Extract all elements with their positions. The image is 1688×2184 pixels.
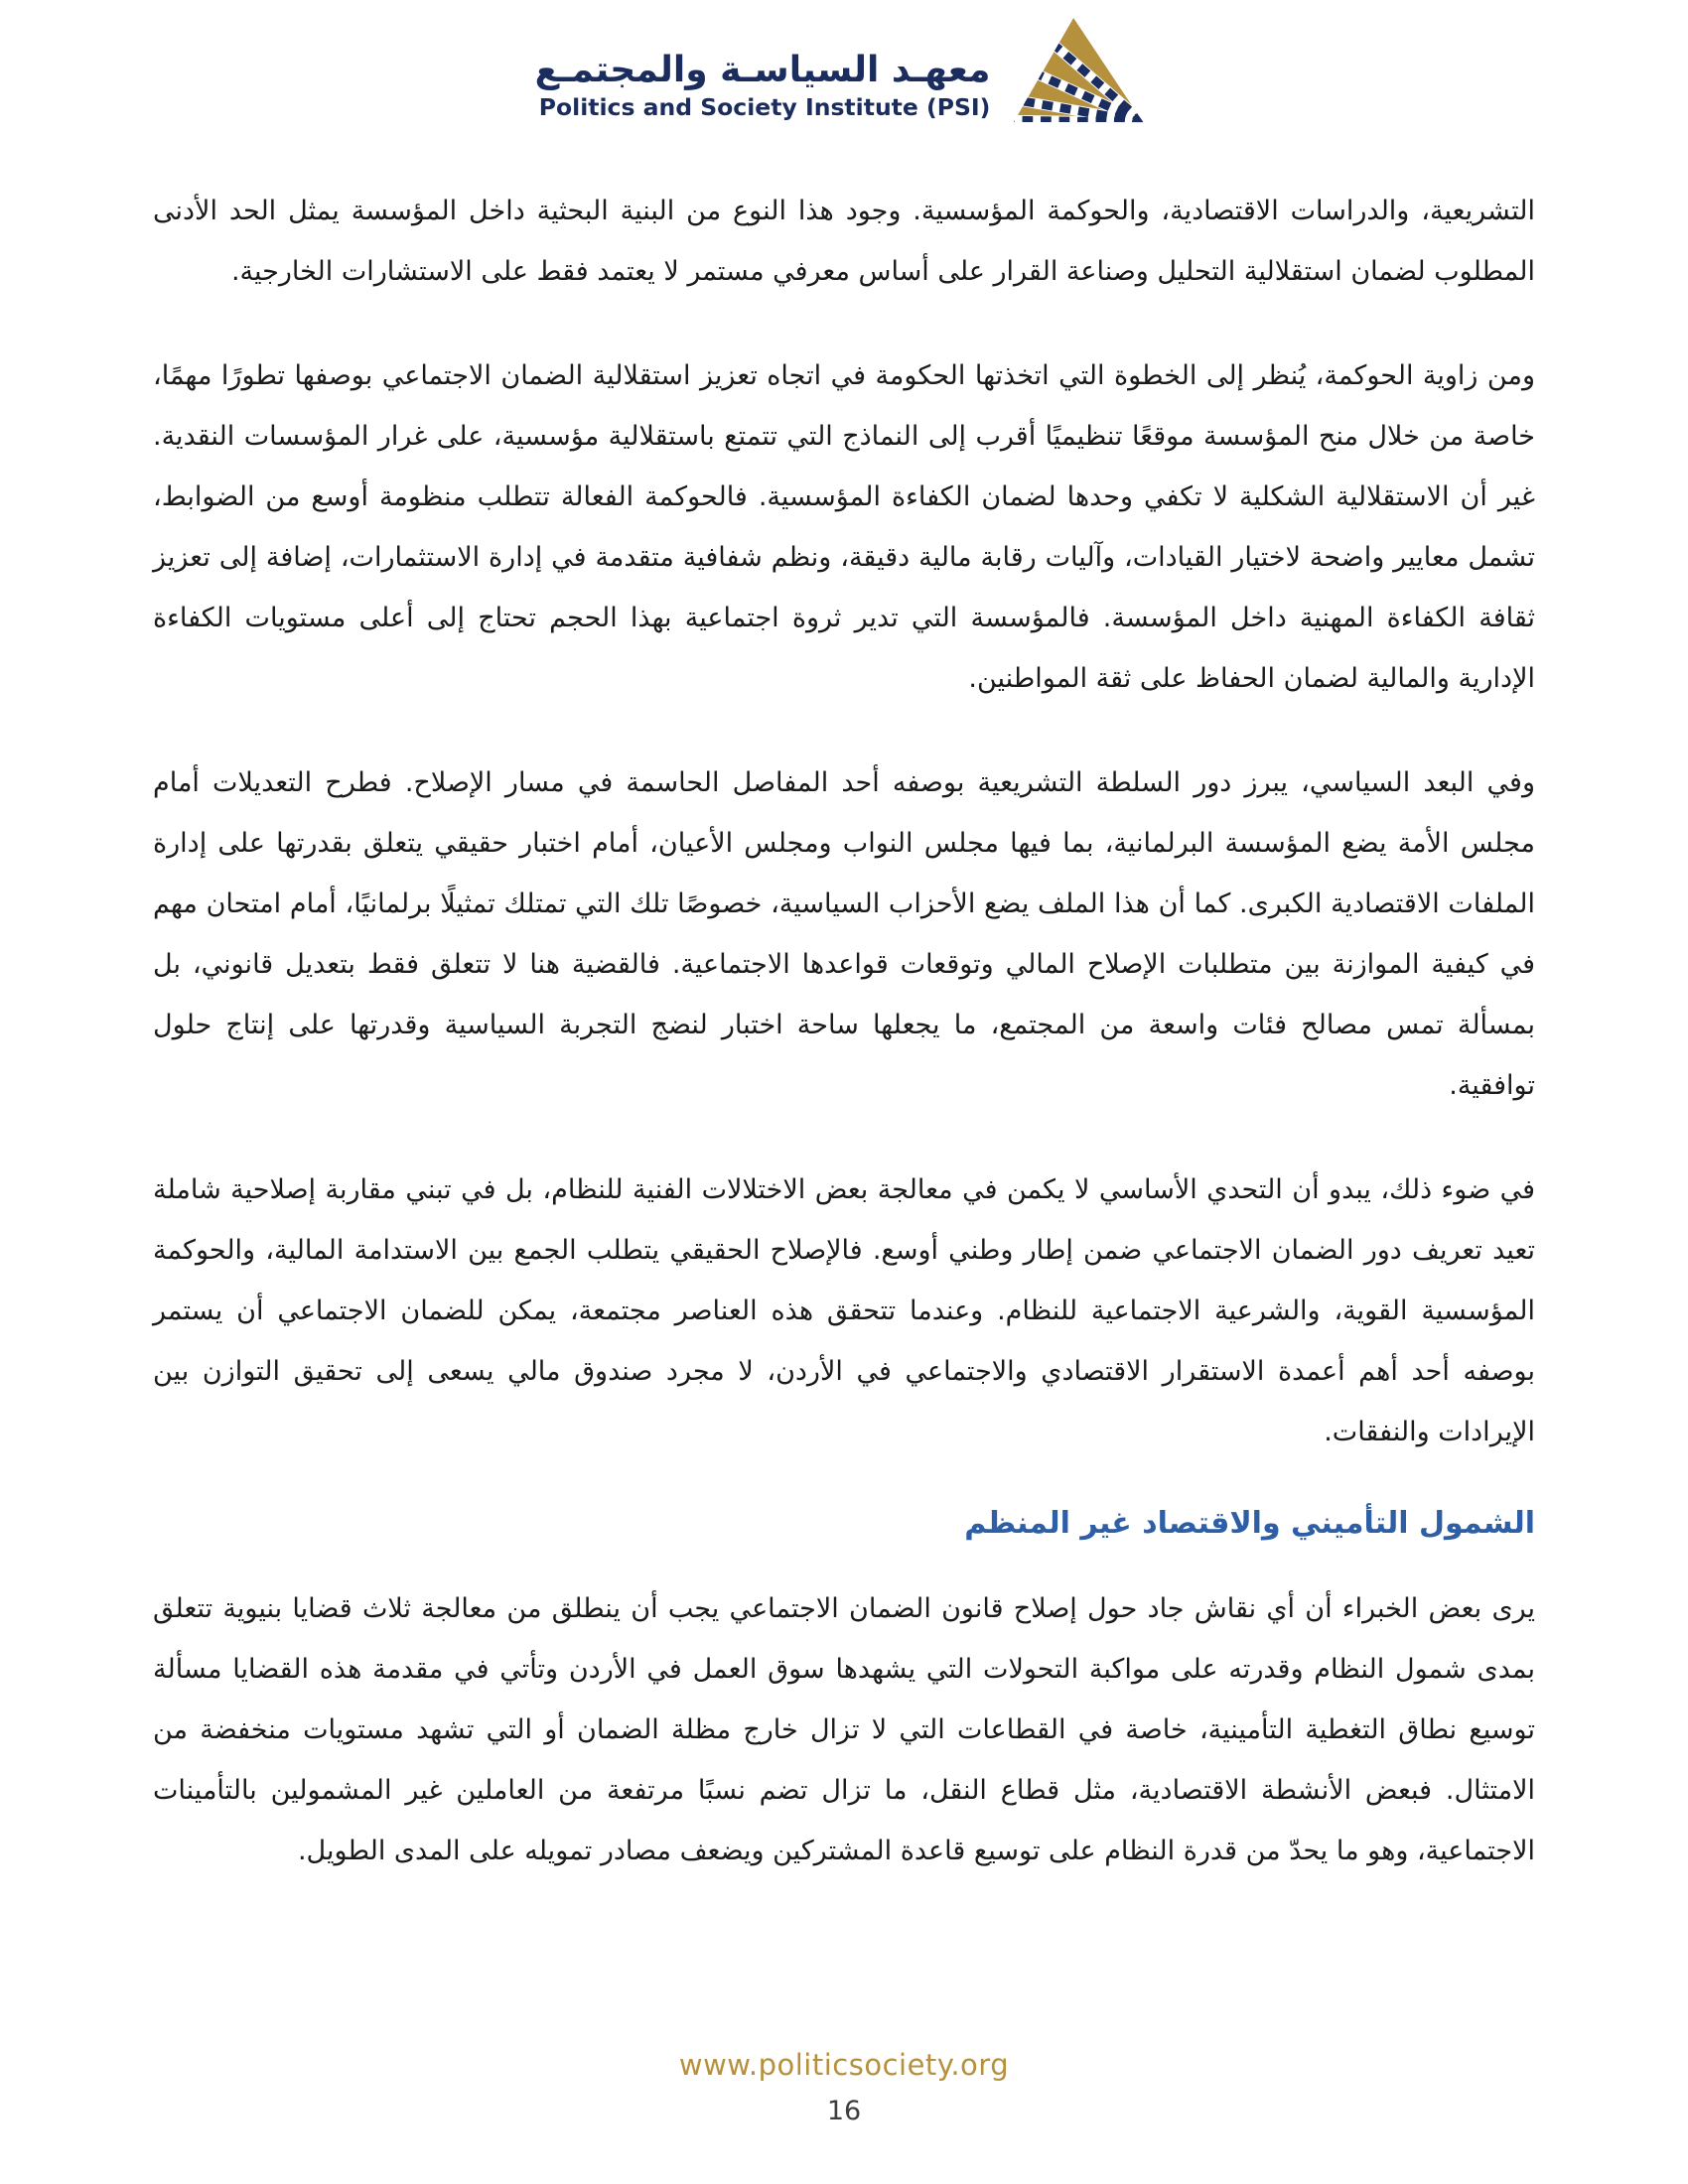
- psi-logo-english-title: Politics and Society Institute (PSI): [538, 93, 991, 122]
- striped-pyramid-icon: [1004, 14, 1153, 129]
- psi-logo-arabic-title: معهـد السياسـة والمجتمـع: [534, 50, 991, 91]
- psi-logo-text: [535, 48, 991, 129]
- document-body: [153, 181, 1535, 1925]
- psi-logo: [535, 14, 1154, 129]
- paragraph: التشريعية، والدراسات الاقتصادية، والحوكمة المؤسسية. وجود هذا النوع من البنية البحثية داخل المؤسسة يمثل الحد الأدنى المطلوب لضمان استقلالية التحليل وصناعة القرار على أساس معرفي مستمر لا يعتمد فقط على الاستشارات الخارجية.: [153, 196, 1535, 287]
- paragraph: في ضوء ذلك، يبدو أن التحدي الأساسي لا يكمن في معالجة بعض الاختلالات الفنية للنظام، بل في تبني مقاربة إصلاحية شاملة تعيد تعريف دور الضمان الاجتماعي ضمن إطار وطني أوسع. فالإصلاح الحقيقي يتطلب الجمع بين الاستدامة المالية، والحوكمة المؤسسية القوية، والشرعية الاجتماعية للنظام. وعندما تتحقق هذه العناصر مجتمعة، يمكن للضمان الاجتماعي أن يستمر بوصفه أحد أهم أعمدة الاستقرار الاقتصادي والاجتماعي في الأردن، لا مجرد صندوق مالي يسعى إلى تحقيق التوازن بين الإيرادات والنفقات.: [153, 1174, 1535, 1447]
- page-footer: [0, 2048, 1688, 2184]
- paragraph: يرى بعض الخبراء أن أي نقاش جاد حول إصلاح قانون الضمان الاجتماعي يجب أن ينطلق من معالجة ثلاث قضايا بنيوية تتعلق بمدى شمول النظام وقدرته على مواكبة التحولات التي يشهدها سوق العمل في الأردن وتأتي في مقدمة هذه القضايا مسألة توسيع نطاق التغطية التأمينية، خاصة في القطاعات التي لا تزال خارج مظلة الضمان أو التي تشهد مستويات منخفضة من الامتثال. فبعض الأنشطة الاقتصادية، مثل قطاع النقل، ما تزال تضم نسبًا مرتفعة من العاملين غير المشمولين بالتأمينات الاجتماعية، وهو ما يحدّ من قدرة النظام على توسيع قاعدة المشتركين ويضعف مصادر تمويله على المدى الطويل.: [153, 1593, 1535, 1866]
- paragraph: وفي البعد السياسي، يبرز دور السلطة التشريعية بوصفه أحد المفاصل الحاسمة في مسار الإصلاح. فطرح التعديلات أمام مجلس الأمة يضع المؤسسة البرلمانية، بما فيها مجلس النواب ومجلس الأعيان، أمام اختبار حقيقي يتعلق بقدرتها على إدارة الملفات الاقتصادية الكبرى. كما أن هذا الملف يضع الأحزاب السياسية، خصوصًا تلك التي تمتلك تمثيلًا برلمانيًا، أمام امتحان مهم في كيفية الموازنة بين متطلبات الإصلاح المالي وتوقعات قواعدها الاجتماعية. فالقضية هنا لا تتعلق فقط بتعديل قانوني، بل بمسألة تمس مصالح فئات واسعة من المجتمع، ما يجعلها ساحة اختبار لنضج التجربة السياسية وقدرتها على إنتاج حلول توافقية.: [153, 767, 1535, 1101]
- section-heading: الشمول التأميني والاقتصاد غير المنظم: [964, 1506, 1535, 1541]
- website-url-link[interactable]: www.politicsociety.org: [678, 2048, 1010, 2082]
- paragraph: ومن زاوية الحوكمة، يُنظر إلى الخطوة التي اتخذتها الحكومة في اتجاه تعزيز استقلالية الضمان الاجتماعي بوصفها تطورًا مهمًا، خاصة من خلال منح المؤسسة موقعًا تنظيميًا أقرب إلى النماذج التي تتمتع باستقلالية مؤسسية، على غرار المؤسسات النقدية. غير أن الاستقلالية الشكلية لا تكفي وحدها لضمان الكفاءة المؤسسية. فالحوكمة الفعالة تتطلب منظومة أوسع من الضوابط، تشمل معايير واضحة لاختيار القيادات، وآليات رقابة مالية دقيقة، ونظم شفافية متقدمة في إدارة الاستثمارات، إضافة إلى تعزيز ثقافة الكفاءة المهنية داخل المؤسسة. فالمؤسسة التي تدير ثروة اجتماعية بهذا الحجم تحتاج إلى أعلى مستويات الكفاءة الإدارية والمالية لضمان الحفاظ على ثقة المواطنين.: [153, 360, 1535, 694]
- page-number: 16: [826, 2096, 862, 2126]
- page-header: [0, 0, 1688, 129]
